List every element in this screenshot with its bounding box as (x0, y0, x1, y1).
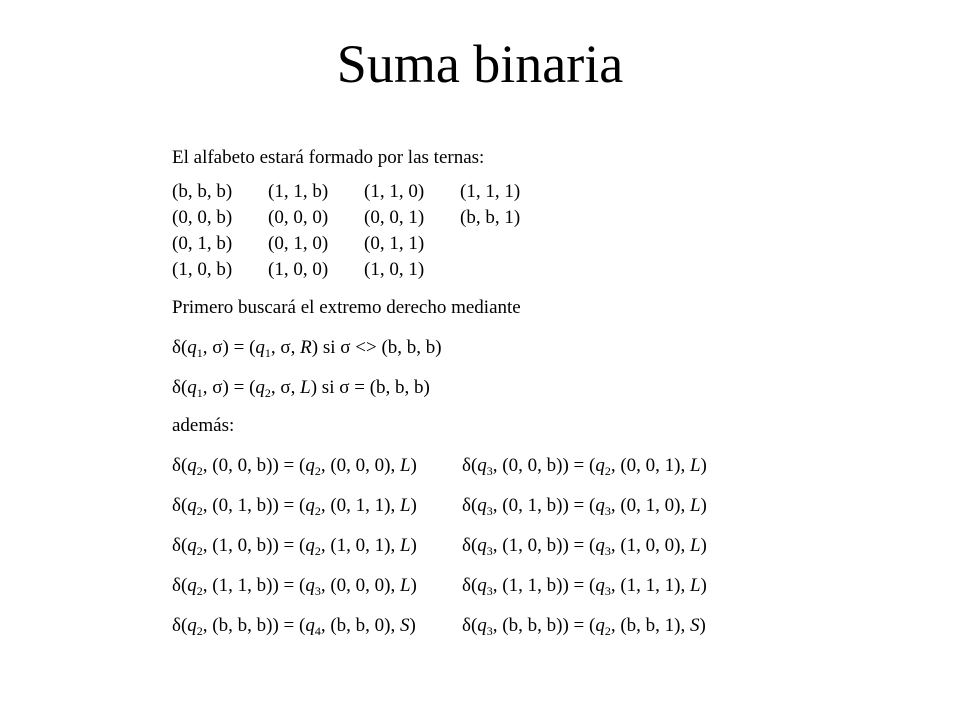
alphabet-cell: (1, 1, 0) (364, 181, 425, 202)
alphabet-cell: (0, 0, 1) (364, 207, 425, 228)
search-rule: $\delta(q_1$, $\sigma) = (q_2$, σ, L) si σ = (b, b, b) (172, 377, 430, 400)
alphabet-cell: (b, b, b) (172, 181, 233, 202)
alphabet-cell: (1, 0, 0) (268, 259, 329, 280)
search-description: Primero buscará el extremo derecho mediante (172, 297, 521, 318)
alphabet-cell: (1, 0, 1) (364, 259, 425, 280)
transition-right: $\delta(q_3$, (0, 1, $b)) = (q_3$, (0, 1, 0), L) (462, 495, 707, 518)
alphabet-cell: (1, 0, b) (172, 259, 233, 280)
transition-left: $\delta(q_2$, (0, 1, $b)) = (q_2$, (0, 1, 1), L) (172, 495, 417, 518)
alphabet-cell: (1, 1, 1) (460, 181, 521, 202)
transition-left: $\delta(q_2$, (0, 0, $b)) = (q_2$, (0, 0, 0), L) (172, 455, 417, 478)
alphabet-intro: El alfabeto estará formado por las ternas: (172, 147, 485, 168)
transition-left: $\delta(q_2$, (b, b, $b)) = (q_4$, (b, b, 0), S) (172, 615, 416, 638)
search-rule: $\delta(q_1$, $\sigma) = (q_1$, σ, R) si σ <> (b, b, b) (172, 337, 442, 360)
transition-left: $\delta(q_2$, (1, 0, $b)) = (q_2$, (1, 0, 1), L) (172, 535, 417, 558)
transition-right: $\delta(q_3$, (0, 0, $b)) = (q_2$, (0, 0, 1), L) (462, 455, 707, 478)
alphabet-cell: (0, 0, 0) (268, 207, 329, 228)
transition-left: $\delta(q_2$, (1, 1, $b)) = (q_3$, (0, 0, 0), L) (172, 575, 417, 598)
alphabet-cell: (b, b, 1) (460, 207, 521, 228)
also-label: además: (172, 415, 235, 436)
transition-right: $\delta(q_3$, (1, 0, $b)) = (q_3$, (1, 0, 0), L) (462, 535, 707, 558)
alphabet-cell: (1, 1, b) (268, 181, 329, 202)
transition-right: $\delta(q_3$, (b, b, $b)) = (q_2$, (b, b, 1), S) (462, 615, 706, 638)
alphabet-cell: (0, 1, 1) (364, 233, 425, 254)
slide-title: Suma binaria (336, 34, 624, 94)
alphabet-cell: (0, 0, b) (172, 207, 233, 228)
alphabet-cell: (0, 1, b) (172, 233, 233, 254)
alphabet-cell: (0, 1, 0) (268, 233, 329, 254)
transition-right: $\delta(q_3$, (1, 1, $b)) = (q_3$, (1, 1, 1), L) (462, 575, 707, 598)
